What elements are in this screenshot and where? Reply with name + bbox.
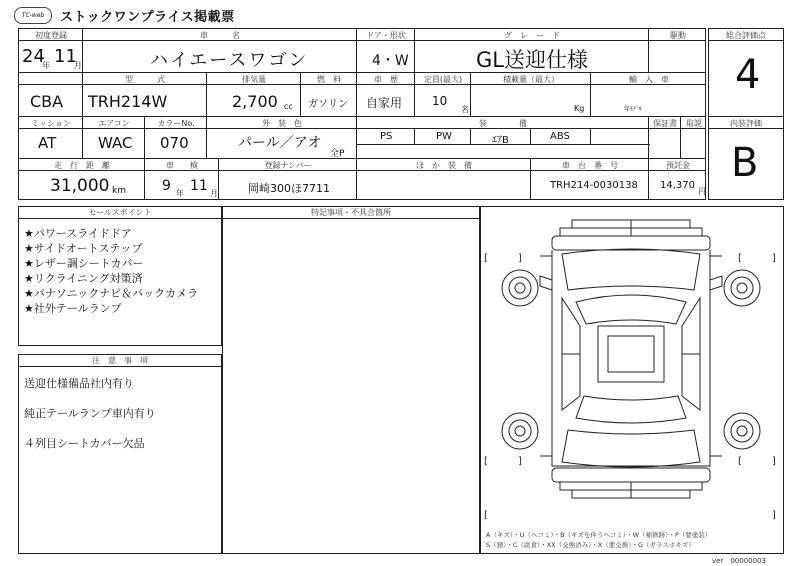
- caution-item: 送迎仕様備品社内有り: [24, 377, 134, 390]
- mission: AT: [38, 134, 57, 152]
- label-overall-rating: 総合評価点: [726, 31, 766, 40]
- mileage: 31,000: [50, 176, 110, 196]
- version-label: ver 00000003: [712, 557, 766, 565]
- type-model: TRH214W: [88, 92, 168, 111]
- inspection-month: 11: [190, 178, 208, 194]
- label-equipment: 装 備: [479, 119, 527, 128]
- svg-text:[: [: [738, 456, 742, 467]
- label-plate: 登録ナンバー: [264, 161, 312, 170]
- page-title: ストックワンプライス掲載票: [60, 10, 235, 25]
- reg-year: 24: [22, 46, 45, 67]
- color-no: 070: [160, 134, 189, 152]
- label-mileage: 走 行 距 離: [54, 161, 110, 170]
- equipment-pw: PW: [436, 131, 452, 142]
- capacity-unit: 名: [461, 105, 469, 114]
- cautions-title: 注 意 事 項: [92, 356, 148, 365]
- grade: GL送迎仕様: [476, 48, 588, 72]
- svg-text:]: ]: [518, 456, 522, 467]
- label-warranty: 保証書: [653, 119, 677, 128]
- inspection-year-unit: 年: [176, 189, 184, 198]
- overall-rating: 4: [735, 52, 761, 98]
- damage-legend-line-2: S（錆）・C（腐食）・XX（交換済み）・X（要交換）・G（ガラスホキズ）: [486, 541, 695, 549]
- fuel: ガソリン: [308, 99, 348, 110]
- label-import: 輸 入 車: [629, 75, 669, 84]
- svg-text:]: ]: [772, 253, 776, 264]
- label-displacement: 排気量: [242, 75, 266, 84]
- label-capacity: 定員(最大): [423, 75, 463, 84]
- vehicle-damage-diagram: [480, 206, 784, 526]
- caution-item: ４列目シートカバー欠品: [24, 437, 145, 450]
- damage-legend-line-1: A（キズ）・U（ヘコミ）・B（キズを伴うヘコミ）・W（補修跡）・P（要塗装）: [486, 531, 712, 539]
- sales-point-item: ★パワースライドドア: [24, 227, 132, 240]
- label-mission: ミッション: [31, 119, 71, 128]
- inspection-year: 9: [162, 178, 171, 194]
- exterior-color: パール／アオ: [238, 135, 322, 151]
- label-exterior: 外 装 色: [262, 119, 302, 128]
- label-interior-rating: 内装評価: [730, 119, 762, 128]
- label-history: 車 歴: [374, 75, 398, 84]
- displacement-unit: cc: [284, 102, 293, 111]
- history: 自家用: [366, 96, 403, 110]
- deposit-unit: 円: [698, 187, 706, 196]
- sales-point-item: ★社外テールランプ: [24, 302, 122, 315]
- equipment-ps: PS: [380, 131, 393, 142]
- mileage-unit: km: [112, 186, 126, 196]
- sales-point-item: ★パナソニックナビ＆バックカメラ: [24, 287, 199, 300]
- label-grade: グ レ ー ド: [504, 31, 560, 40]
- label-aircon: エアコン: [98, 119, 130, 128]
- reg-month: 11: [54, 46, 77, 67]
- special-notes-box: [222, 206, 480, 554]
- equipment-abs: ABS: [550, 131, 570, 142]
- label-deposit: 預託金: [666, 161, 690, 170]
- label-first-registration: 初度登録: [35, 31, 67, 40]
- svg-text:[: [: [484, 456, 488, 467]
- all-p-badge: 全P: [330, 149, 345, 159]
- interior-rating: B: [731, 140, 759, 186]
- label-chassis: 車 台 番 号: [562, 161, 618, 170]
- door-shape: 4・W: [372, 53, 409, 69]
- label-fuel: 燃 料: [317, 75, 341, 84]
- svg-text:[: [: [484, 253, 488, 264]
- car-name: ハイエースワゴン: [150, 50, 309, 71]
- svg-text:[: [: [738, 253, 742, 264]
- sales-point-item: ★レザー調シートカバー: [24, 257, 144, 270]
- label-type: 型 式: [125, 75, 165, 84]
- capacity: 10: [432, 94, 448, 108]
- label-inspection: 車 検: [166, 161, 198, 170]
- svg-text:]: ]: [772, 456, 776, 467]
- label-door-shape: ドア・形状: [366, 31, 406, 40]
- inspection-month-unit: 月: [210, 189, 218, 198]
- deposit: 14,370: [660, 180, 695, 191]
- label-manual: 取説: [686, 119, 702, 128]
- registration-plate: 岡崎300ほ7711: [248, 182, 330, 195]
- svg-text:]: ]: [772, 510, 776, 521]
- label-drive: 駆動: [670, 31, 686, 40]
- chassis-number: TRH214-0030138: [550, 180, 638, 191]
- svg-text:]: ]: [518, 253, 522, 264]
- reg-year-unit: 年: [42, 61, 50, 70]
- reg-month-unit: 月: [74, 61, 82, 70]
- type-prefix: CBA: [30, 92, 64, 111]
- caution-item: 純正テールランプ車内有り: [24, 407, 156, 420]
- label-color-no: カラーNo.: [157, 119, 195, 128]
- aircon: WAC: [98, 134, 133, 152]
- sales-points-title: セールスポイント: [88, 208, 152, 217]
- load-unit: Kg: [574, 104, 585, 113]
- sales-point-item: ★リクライニング対策済: [24, 272, 143, 285]
- svg-text:[: [: [484, 510, 488, 521]
- tc-web-logo: TC-web: [14, 7, 52, 24]
- spec-grid: [18, 28, 706, 200]
- import-model-year: 年ﾓﾃﾞﾙ: [624, 106, 643, 113]
- sales-point-item: ★サイドオートステップ: [24, 242, 143, 255]
- label-load: 積載量（最大）: [503, 75, 559, 84]
- label-other-equipment: ほ か 装 備: [416, 161, 472, 170]
- special-notes-title: 特記事項・不具合箇所: [311, 208, 391, 217]
- equipment-airbag: ｴｱB: [492, 135, 509, 146]
- displacement: 2,700: [232, 92, 278, 111]
- label-car-name: 車 名: [200, 31, 240, 40]
